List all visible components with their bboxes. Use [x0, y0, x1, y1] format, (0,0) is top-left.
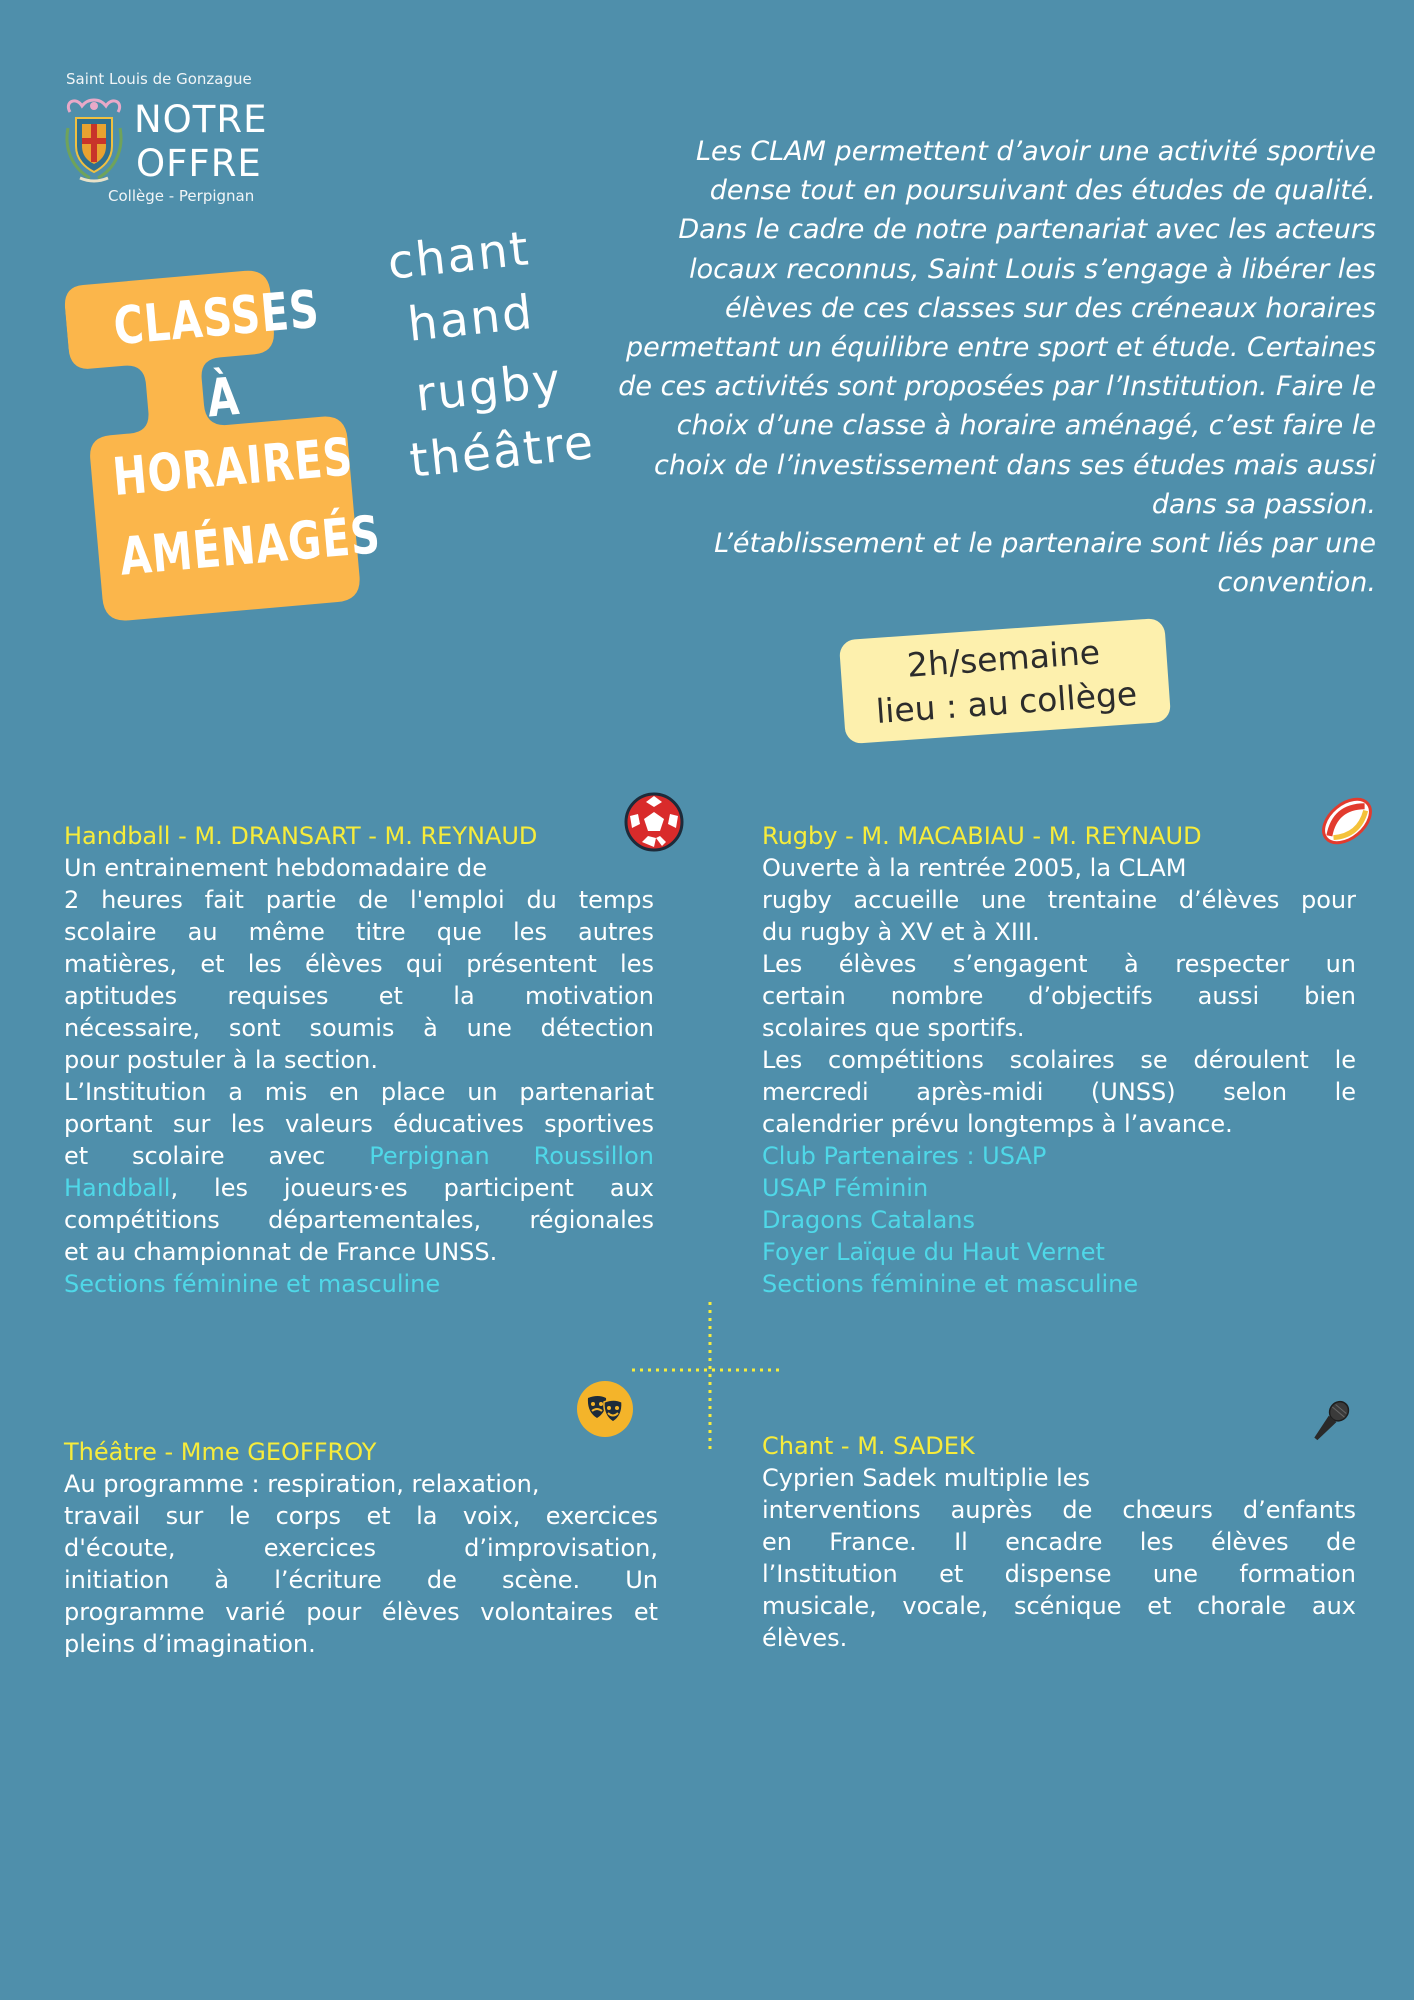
- rugby-club: USAP Féminin: [762, 1174, 929, 1202]
- chant-line: en France. Il encadre les élèves de: [762, 1528, 1356, 1556]
- chant-line: musicale, vocale, scénique et chorale aux: [762, 1592, 1356, 1620]
- activity-word-theatre: théâtre: [407, 414, 598, 489]
- theatre-line: Au programme : respiration, relaxation,: [64, 1470, 540, 1498]
- microphone-icon: [1304, 1396, 1356, 1448]
- classes-badge: [62, 253, 393, 648]
- handball-line: matières, et les élèves qui présentent les: [64, 950, 654, 978]
- handball-partner-line: [64, 1140, 654, 1172]
- handball-line: portant sur les valeurs éducatives sportives: [64, 1110, 654, 1138]
- handball-line: et au championnat de France UNSS.: [64, 1238, 498, 1266]
- school-crest-icon: [62, 98, 126, 184]
- handball-body: [64, 852, 654, 1300]
- rugby-line: certain nombre d’objectifs aussi bien: [762, 982, 1356, 1010]
- page-title-line1: NOTRE: [134, 98, 268, 141]
- badge-line-1: CLASSES: [111, 279, 322, 358]
- rugby-body: [762, 852, 1356, 1300]
- handball-line: nécessaire, sont soumis à une détection: [64, 1014, 654, 1042]
- rugby-line: Les compétitions scolaires se déroulent le: [762, 1046, 1356, 1074]
- badge-line-2: À: [204, 366, 243, 430]
- chant-title: Chant - M. SADEK: [762, 1432, 975, 1460]
- intro-line: convention.: [1217, 567, 1376, 599]
- rugby-line: scolaires que sportifs.: [762, 1014, 1025, 1042]
- theatre-line: travail sur le corps et la voix, exercices: [64, 1502, 658, 1530]
- chant-line: l’Institution et dispense une formation: [762, 1560, 1356, 1588]
- schedule-sticker: [839, 618, 1171, 744]
- chant-line: Cyprien Sadek multiplie les: [762, 1464, 1091, 1492]
- intro-line: locaux reconnus, Saint Louis s’engage à libérer les: [689, 253, 1376, 285]
- handball-line: compétitions départementales, régionales: [64, 1206, 654, 1234]
- rugby-ball-icon: [1318, 792, 1376, 850]
- activity-word-chant: chant: [385, 221, 533, 291]
- theatre-line: d'écoute, exercices d’improvisation,: [64, 1534, 658, 1562]
- handball-after-partner: , les joueurs·es participent aux: [170, 1174, 654, 1202]
- handball-line: pour postuler à la section.: [64, 1046, 379, 1074]
- rugby-line: Ouverte à la rentrée 2005, la CLAM: [762, 854, 1187, 882]
- rugby-club: Club Partenaires : USAP: [762, 1142, 1047, 1170]
- theatre-masks-icon: [576, 1380, 634, 1438]
- theatre-line: initiation à l’écriture de scène. Un: [64, 1566, 658, 1594]
- handball-line: L’Institution a mis en place un partenariat: [64, 1078, 654, 1106]
- intro-paragraph: [560, 132, 1376, 602]
- intro-line: choix d’une classe à horaire aménagé, c’est faire le: [676, 410, 1376, 442]
- chant-line: élèves.: [762, 1624, 848, 1652]
- partner-link-continued[interactable]: Handball: [64, 1174, 171, 1202]
- school-name: Saint Louis de Gonzague: [66, 70, 252, 88]
- rugby-title: Rugby - M. MACABIAU - M. REYNAUD: [762, 822, 1202, 850]
- intro-line: L’établissement et le partenaire sont liés par une: [714, 528, 1376, 560]
- rugby-line: Les élèves s’engagent à respecter un: [762, 950, 1356, 978]
- handball-line: Un entrainement hebdomadaire de: [64, 854, 487, 882]
- chant-body: [762, 1462, 1356, 1654]
- intro-line: Dans le cadre de notre partenariat avec les acteurs: [678, 214, 1376, 246]
- intro-line: permettant un équilibre entre sport et étude. Certaines: [626, 332, 1376, 364]
- section-divider: [630, 1300, 784, 1456]
- intro-line: élèves de ces classes sur des créneaux horaires: [724, 292, 1376, 324]
- partner-link[interactable]: Perpignan Roussillon: [369, 1142, 654, 1170]
- rugby-club: Foyer Laïque du Haut Vernet: [762, 1238, 1105, 1266]
- theatre-body: [64, 1468, 658, 1660]
- handball-line: scolaire au même titre que les autres: [64, 918, 654, 946]
- rugby-line: rugby accueille une trentaine d’élèves pour: [762, 886, 1356, 914]
- handball-partner-prefix: et scolaire avec: [64, 1142, 326, 1170]
- theatre-title: Théâtre - Mme GEOFFROY: [64, 1438, 377, 1466]
- handball-title: Handball - M. DRANSART - M. REYNAUD: [64, 822, 538, 850]
- rugby-line: mercredi après-midi (UNSS) selon le: [762, 1078, 1356, 1106]
- activity-word-rugby: rugby: [413, 352, 565, 423]
- page-subtitle: Collège - Perpignan: [108, 187, 255, 205]
- sticker-hours: 2h/semaine: [905, 632, 1102, 685]
- badge-line-3: HORAIRES: [110, 427, 356, 509]
- sticker-location: lieu : au collège: [874, 673, 1139, 732]
- theatre-line: pleins d’imagination.: [64, 1630, 316, 1658]
- chant-line: interventions auprès de chœurs d’enfants: [762, 1496, 1356, 1524]
- intro-line: choix de l’investissement dans ses études mais aussi: [653, 449, 1376, 481]
- activity-word-hand: hand: [405, 284, 537, 353]
- intro-line: dans sa passion.: [1151, 488, 1376, 520]
- handball-sections: Sections féminine et masculine: [64, 1270, 441, 1298]
- handball-line: aptitudes requises et la motivation: [64, 982, 654, 1010]
- handball-line: 2 heures fait partie de l'emploi du temps: [64, 886, 654, 914]
- rugby-line: calendrier prévu longtemps à l’avance.: [762, 1110, 1233, 1138]
- handball-partner-line-2: [64, 1172, 654, 1204]
- rugby-sections: Sections féminine et masculine: [762, 1270, 1139, 1298]
- rugby-line: du rugby à XV et à XIII.: [762, 918, 1040, 946]
- soccer-ball-icon: [624, 792, 684, 852]
- badge-line-4: AMÉNAGÉS: [117, 505, 383, 588]
- theatre-line: programme varié pour élèves volontaires et: [64, 1598, 658, 1626]
- intro-line: Les CLAM permettent d’avoir une activité sportive: [696, 136, 1376, 167]
- intro-line: dense tout en poursuivant des études de qualité.: [709, 175, 1376, 207]
- page-title-line2: OFFRE: [136, 142, 262, 185]
- rugby-club: Dragons Catalans: [762, 1206, 975, 1234]
- intro-line: de ces activités sont proposées par l’Institution. Faire le: [618, 371, 1376, 403]
